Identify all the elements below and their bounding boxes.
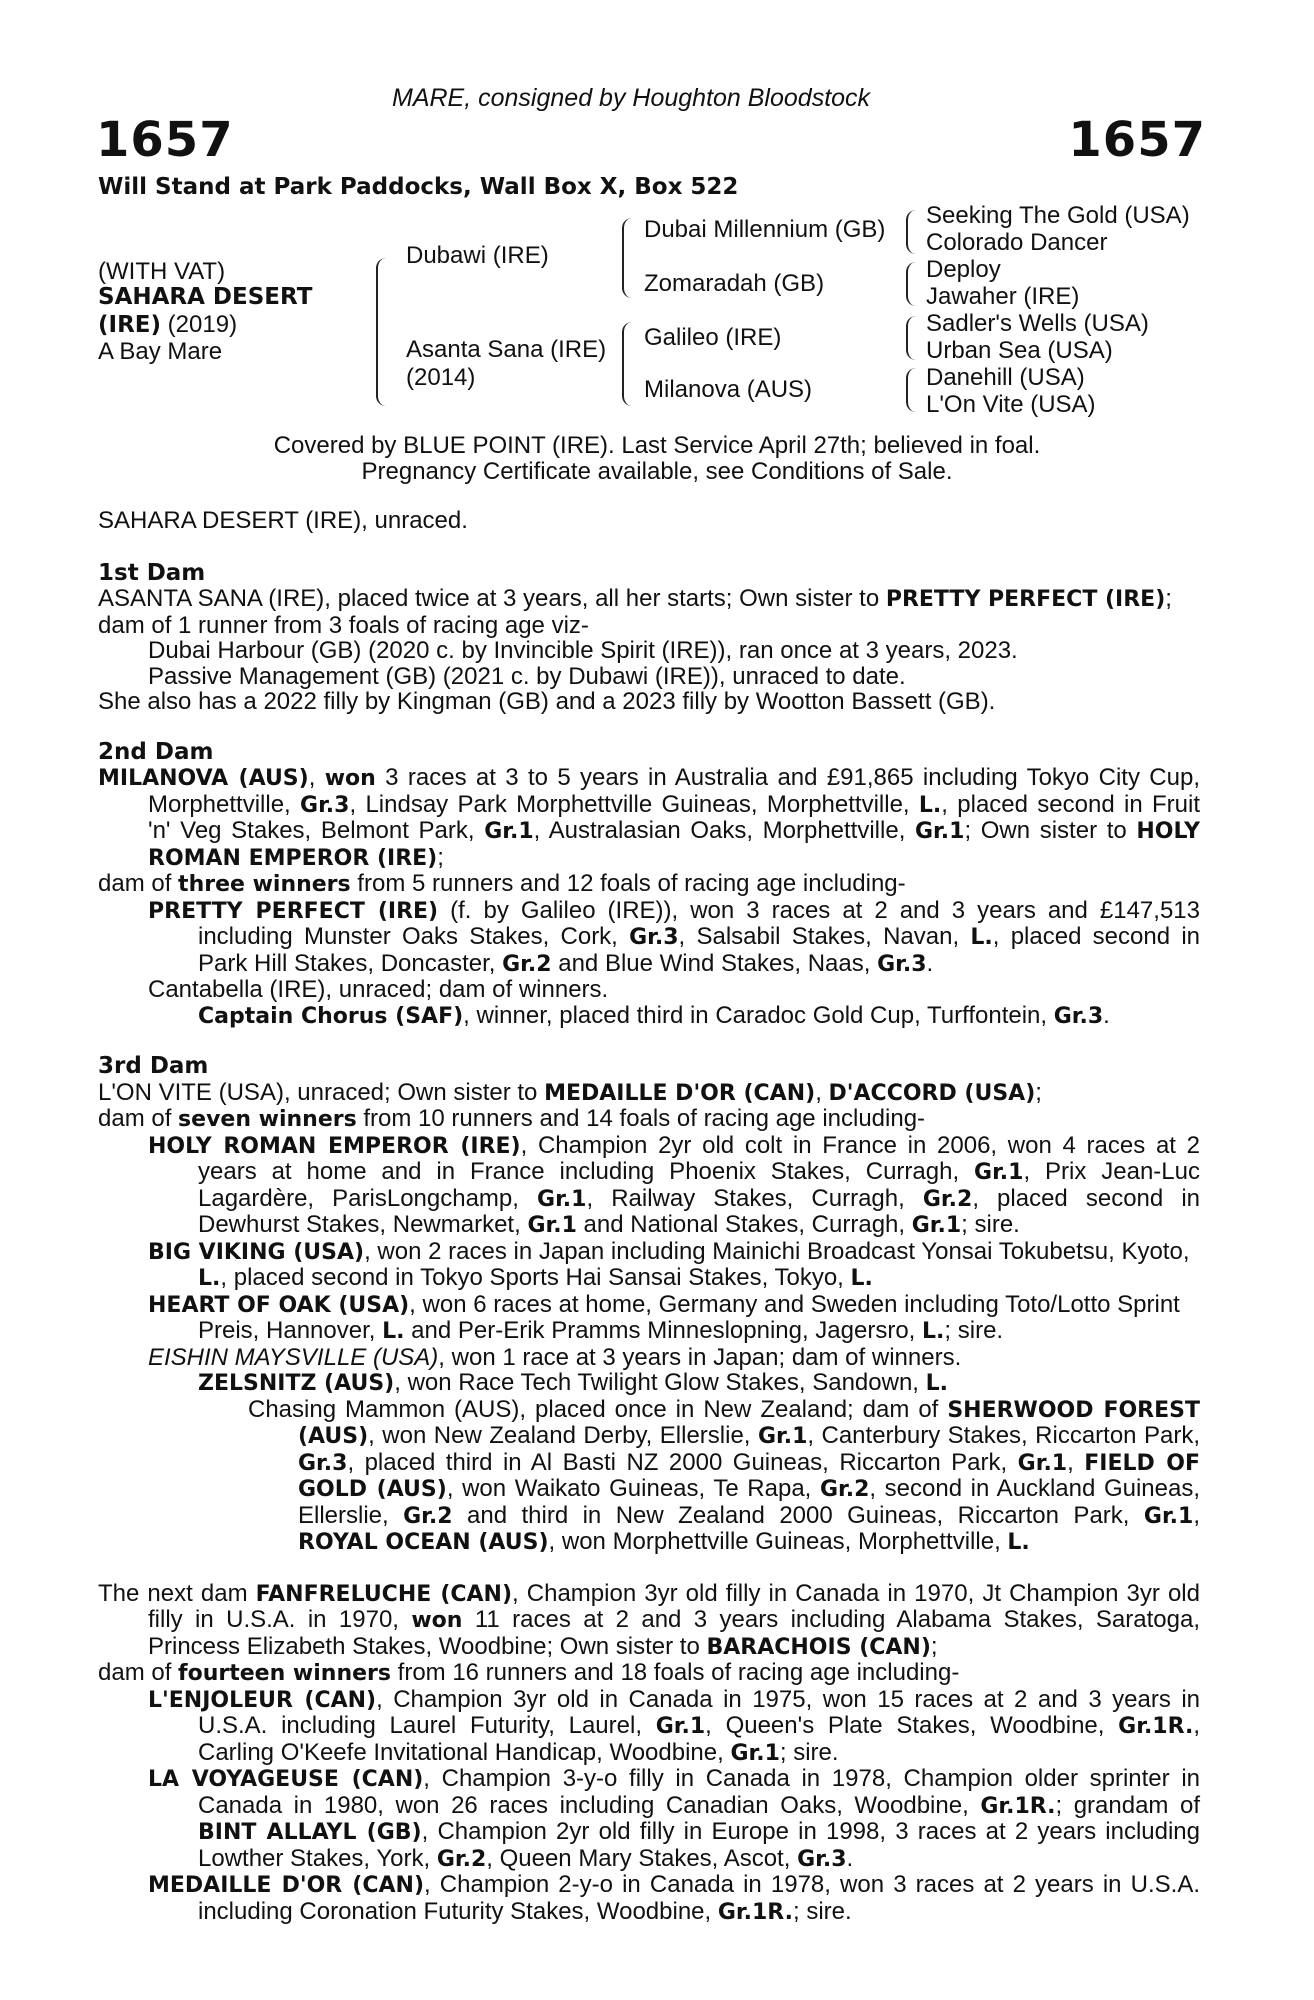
pedigree-brace-ds xyxy=(906,316,916,360)
lot-number-left: 1657 xyxy=(96,112,234,168)
first-dam-heading: 1st Dam xyxy=(98,559,206,586)
grandproduce-entry: Captain Chorus (SAF), winner, placed third in Caradoc Gold Cup, Turffontein, Gr.3. xyxy=(198,1001,1110,1029)
consignor-line: MARE, consigned by Houghton Bloodstock xyxy=(392,84,871,112)
pedigree-sds: Deploy xyxy=(926,256,1001,283)
horse-name: SAHARA DESERT xyxy=(98,284,313,310)
grandproduce-entry: Chasing Mammon (AUS), placed once in New Zealand; dam of SHERWOOD FOREST (AUS), won New Zealand Derby, Ellerslie, Gr.1, Canterbury Stakes, Riccarton Park, Gr.3, placed third in Al Basti NZ 2000 Guineas, Riccarton Park, Gr.1, FIELD OF GOLD (AUS), won Waikato Guineas, Te Rapa, Gr.2, second in Auckland Guineas, Ellerslie, Gr.2 and third in New Zealand 2000 Guineas, Riccarton Park, Gr.1, ROYAL OCEAN (AUS), won Morphettville Guineas, Morphettville, L. xyxy=(248,1395,1201,1555)
produce-entry: EISHIN MAYSVILLE (USA), won 1 race at 3 years in Japan; dam of winners. xyxy=(148,1343,962,1371)
produce-entry: HOLY ROMAN EMPEROR (IRE), Champion 2yr old colt in France in 2006, won 4 races at 2 years at home and in France including Phoenix Stakes, Curragh, Gr.1, Prix Jean-Luc Lagardère, ParisLongchamp, Gr.1, Railway Stakes, Curragh, Gr.2, placed second in Dewhurst Stakes, Newmarket, Gr.1 and National Stakes, Curragh, Gr.1; sire. xyxy=(148,1131,1201,1238)
pedigree-brace-ss xyxy=(906,210,916,254)
produce-entry: BIG VIKING (USA), won 2 races in Japan including Mainichi Broadcast Yonsai Tokubetsu, Kyoto, L., placed second in Tokyo Sports Hai Sansai Stakes, Tokyo, L. xyxy=(148,1237,1190,1291)
second-dam-produce-summary: dam of three winners from 5 runners and 12 foals of racing age including- xyxy=(98,870,906,897)
stand-location: Will Stand at Park Paddocks, Wall Box X, Box 522 xyxy=(98,174,739,200)
catalogue-body xyxy=(98,508,1200,1925)
third-dam-heading: 3rd Dam xyxy=(98,1053,209,1079)
horse-description: A Bay Mare xyxy=(98,338,223,365)
next-dam-paragraph: The next dam FANFRELUCHE (CAN), Champion 3yr old filly in Canada in 1970, Jt Champion 3yr old filly in U.S.A. in 1970, won 11 races at 2 and 3 years including Alabama Stakes, Saratoga, Princess Elizabeth Stakes, Woodbine; Own sister to BARACHOIS (CAN); xyxy=(98,1579,1200,1660)
pedigree-brace-dam xyxy=(622,322,634,406)
next-dam-produce-summary: dam of fourteen winners from 16 runners and 18 foals of racing age including- xyxy=(98,1659,960,1686)
first-dam-note: She also has a 2022 filly by Kingman (GB) and a 2023 filly by Wootton Bassett (GB). xyxy=(98,688,996,715)
pedigree-dam: Asanta Sana (IRE) xyxy=(406,336,607,363)
pedigree-sire-sire: Dubai Millennium (GB) xyxy=(644,216,886,243)
pedigree-brace-sire xyxy=(622,218,634,298)
intro-line: SAHARA DESERT (IRE), unraced. xyxy=(98,507,468,534)
pedigree-sire-dam: Zomaradah (GB) xyxy=(644,270,825,297)
produce-entry: Passive Management (GB) (2021 c. by Dubawi (IRE)), unraced to date. xyxy=(148,662,906,690)
pedigree-sire: Dubawi (IRE) xyxy=(406,242,549,269)
horse-year: (2019) xyxy=(161,311,238,338)
third-dam-produce-summary: dam of seven winners from 10 runners and 14 foals of racing age including- xyxy=(98,1105,926,1132)
lot-number-right: 1657 xyxy=(1068,112,1206,168)
produce-entry: HEART OF OAK (USA), won 6 races at home, Germany and Sweden including Toto/Lotto Sprint Preis, Hannover, L. and Per-Erik Pramms Minneslopning, Jagersro, L.; sire. xyxy=(148,1290,1180,1344)
first-dam-produce-summary: dam of 1 runner from 3 foals of racing age viz- xyxy=(98,611,589,639)
first-dam-paragraph: ASANTA SANA (IRE), placed twice at 3 years, all her starts; Own sister to PRETTY PERFECT (IRE); xyxy=(98,585,1172,612)
pedigree-dam-dam: Milanova (AUS) xyxy=(644,376,813,403)
produce-entry: LA VOYAGEUSE (CAN), Champion 3-y-o filly in Canada in 1978, Champion older sprinter in Canada in 1980, won 26 races including Canadian Oaks, Woodbine, Gr.1R.; grandam of BINT ALLAYL (GB), Champion 2yr old filly in Europe in 1998, 3 races at 2 years including Lowther Stakes, York, Gr.2, Queen Mary Stakes, Ascot, Gr.3. xyxy=(148,1765,1200,1872)
third-dam-paragraph: L'ON VITE (USA), unraced; Own sister to MEDAILLE D'OR (CAN), D'ACCORD (USA); xyxy=(98,1078,1042,1106)
produce-entry: PRETTY PERFECT (IRE) (f. by Galileo (IRE)), won 3 races at 2 and 3 years and £147,513 including Munster Oaks Stakes, Cork, Gr.3, Salsabil Stakes, Navan, L., placed second in Park Hill Stakes, Doncaster, Gr.2 and Blue Wind Stakes, Naas, Gr.3. xyxy=(148,896,1200,977)
second-dam-paragraph: MILANOVA (AUS), won 3 races at 3 to 5 years in Australia and £91,865 including Tokyo City Cup, Morphettville, Gr.3, Lindsay Park Morphettville Guineas, Morphettville, L., placed second in Fruit 'n' Veg Stakes, Belmont Park, Gr.1, Australasian Oaks, Morphettville, Gr.1; Own sister to HOLY ROMAN EMPEROR (IRE); xyxy=(98,764,1201,871)
produce-entry: L'ENJOLEUR (CAN), Champion 3yr old in Canada in 1975, won 15 races at 2 and 3 years in U.S.A. including Laurel Futurity, Laurel, Gr.1, Queen's Plate Stakes, Woodbine, Gr.1R., Carling O'Keefe Invitational Handicap, Woodbine, Gr.1; sire. xyxy=(148,1685,1200,1766)
horse-country: (IRE) xyxy=(98,312,162,338)
horse-name-suffix xyxy=(98,311,237,339)
pedigree-brace-dd xyxy=(906,368,916,412)
pregnancy-line: Pregnancy Certificate available, see Conditions of Sale. xyxy=(361,458,953,485)
pedigree-dsd: Urban Sea (USA) xyxy=(926,337,1113,364)
pedigree-ddd: L'On Vite (USA) xyxy=(926,391,1096,418)
vat-note: (WITH VAT) xyxy=(98,258,226,285)
produce-entry: Dubai Harbour (GB) (2020 c. by Invincible Spirit (IRE)), ran once at 3 years, 2023. xyxy=(148,637,1018,664)
pedigree-dam-sire: Galileo (IRE) xyxy=(644,324,782,351)
pedigree-dam-year: (2014) xyxy=(406,364,476,391)
covered-line: Covered by BLUE POINT (IRE). Last Service April 27th; believed in foal. xyxy=(273,432,1041,459)
pedigree-dss: Sadler's Wells (USA) xyxy=(926,310,1149,337)
pedigree-sdd: Jawaher (IRE) xyxy=(926,283,1080,310)
produce-entry: Cantabella (IRE), unraced; dam of winners. xyxy=(148,976,609,1003)
pedigree-brace-main xyxy=(376,258,390,406)
pedigree-dds: Danehill (USA) xyxy=(926,364,1085,391)
pedigree-ssd: Colorado Dancer xyxy=(926,229,1108,256)
pedigree-sss: Seeking The Gold (USA) xyxy=(926,202,1190,229)
second-dam-heading: 2nd Dam xyxy=(98,738,214,765)
grandproduce-entry: ZELSNITZ (AUS), won Race Tech Twilight Glow Stakes, Sandown, L. xyxy=(198,1369,949,1396)
produce-entry: MEDAILLE D'OR (CAN), Champion 2-y-o in Canada in 1978, won 3 races at 2 years in U.S.A. including Coronation Futurity Stakes, Woodbine, Gr.1R.; sire. xyxy=(148,1871,1200,1925)
pedigree-brace-sd xyxy=(906,262,916,306)
